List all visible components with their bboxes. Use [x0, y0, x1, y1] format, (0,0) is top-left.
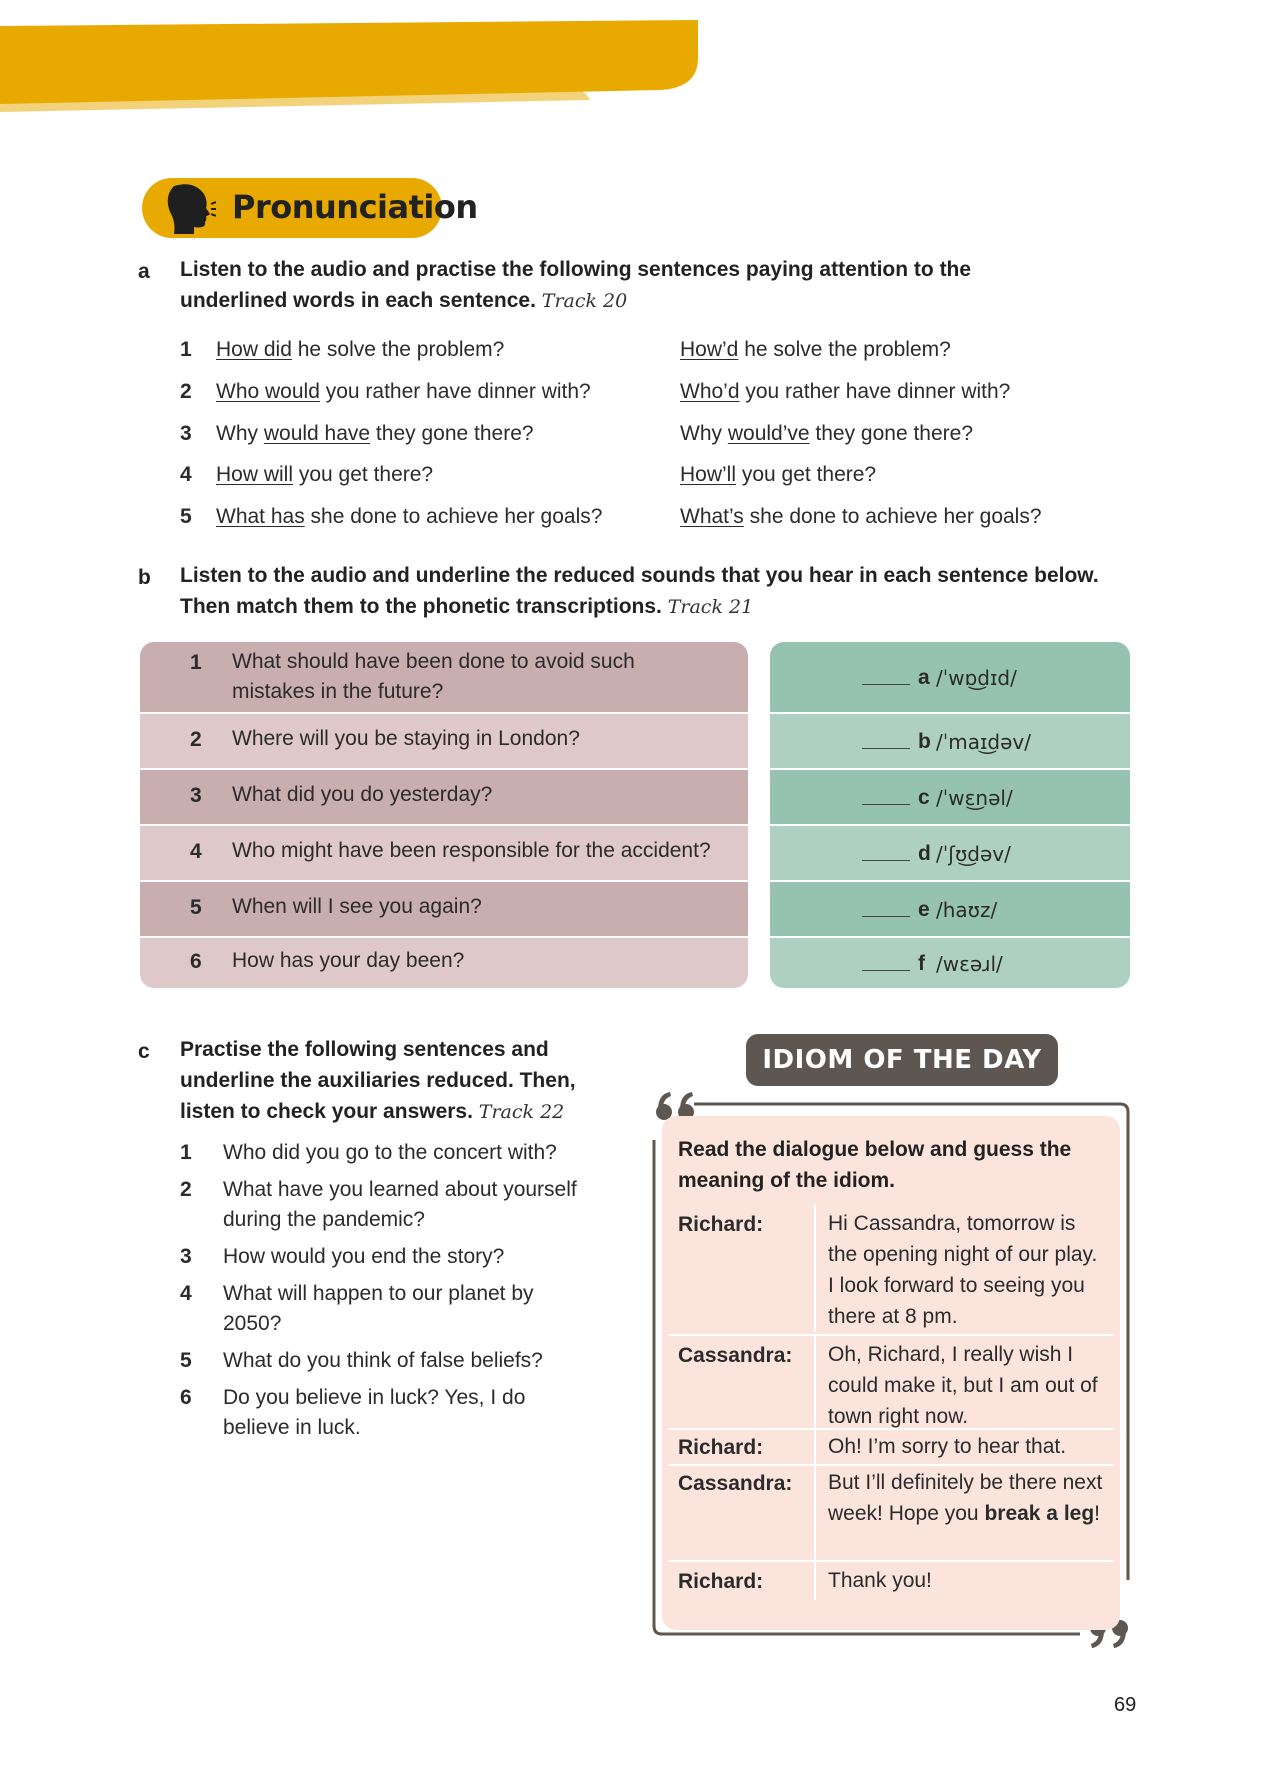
sentence-match-list [140, 642, 748, 988]
idiom-card [662, 1116, 1120, 1630]
item-number: 2 [180, 380, 192, 403]
speaker-name: Cassandra: [678, 1344, 793, 1367]
dialogue-text: Oh, Richard, I really wish I could make it, but I am out of town right now. [828, 1343, 1098, 1428]
right-sentence: How’ll you get there? [680, 463, 877, 486]
dialogue-row [668, 1560, 1114, 1600]
transcription-row: c /ˈwɛ͜nəl/ [770, 770, 1130, 824]
idiom-heading-pill [746, 1034, 1058, 1086]
answer-blank[interactable] [862, 860, 910, 861]
speaker-name: Cassandra: [678, 1472, 793, 1495]
speaker-name: Richard: [678, 1570, 764, 1593]
right-sentence: Who’d you rather have dinner with? [680, 380, 1011, 403]
track-label: Track 22 [478, 1101, 565, 1123]
idiom-heading: IDIOM OF THE DAY [762, 1045, 1042, 1075]
speaking-head-icon [164, 182, 216, 236]
left-sentence: Why would have they gone there? [216, 422, 534, 445]
section-heading-pill [142, 178, 478, 238]
track-label: Track 20 [541, 290, 628, 312]
answer-blank[interactable] [862, 804, 910, 805]
sentence-row: 4 Who might have been responsible for the accident? [140, 826, 748, 880]
sentence-row: 1 What should have been done to avoid such mistakes in the future? [140, 642, 748, 712]
transcription-row: d /ˈʃʊ͜dəv/ [770, 826, 1130, 880]
speaker-name: Richard: [678, 1436, 764, 1459]
answer-blank[interactable] [862, 684, 910, 685]
sentence-row: 5 When will I see you again? [140, 882, 748, 936]
dialogue-text: Thank you! [828, 1569, 932, 1592]
dialogue-row [668, 1428, 1114, 1464]
transcription-match-list [770, 642, 1130, 988]
idiom-phrase: break a leg [984, 1502, 1095, 1525]
exercise-b-instruction: Listen to the audio and underline the reduced sounds that you hear in each sentence below. Then match them to the phonetic transcriptions. Track 21 [180, 564, 1099, 618]
exercise-c-instruction: Practise the following sentences and underline the auxiliaries reduced. Then, listen to check your answers. Track 22 [180, 1038, 576, 1123]
speaker-name: Richard: [678, 1213, 764, 1236]
transcription-row: a /ˈwɒ͜dɪd/ [770, 642, 1130, 712]
right-sentence: Why would’ve they gone there? [680, 422, 974, 445]
track-label: Track 21 [667, 596, 754, 618]
exercise-c-letter: c [138, 1040, 150, 1063]
item-number: 3 [180, 422, 192, 445]
exercise-a-instruction: Listen to the audio and practise the following sentences paying attention to the underlined words in each sentence. Track 20 [180, 258, 972, 312]
dialogue-row [668, 1334, 1114, 1428]
top-banner-decoration [0, 0, 700, 140]
right-sentence: How’d he solve the problem? [680, 338, 951, 361]
dialogue-text: Oh! I’m sorry to hear that. [828, 1435, 1067, 1458]
left-sentence: How will you get there? [216, 463, 434, 486]
sentence-row: 2 Where will you be staying in London? [140, 714, 748, 768]
dialogue-row [668, 1204, 1114, 1332]
dialogue-text: But I’ll definitely be there next week! Hope you break a leg! [828, 1471, 1103, 1525]
page-number: 69 [1114, 1694, 1137, 1716]
dialogue-row [668, 1464, 1114, 1560]
answer-blank[interactable] [862, 970, 910, 971]
left-sentence: What has she done to achieve her goals? [216, 505, 603, 528]
exercise-a-letter: a [138, 260, 150, 283]
left-sentence: Who would you rather have dinner with? [216, 380, 591, 403]
transcription-row: b /ˈmaɪ͜dəv/ [770, 714, 1130, 768]
item-number: 1 [180, 338, 192, 361]
sentence-row: 3 What did you do yesterday? [140, 770, 748, 824]
answer-blank[interactable] [862, 748, 910, 749]
transcription-row: e /haʊz/ [770, 882, 1130, 936]
sentence-row: 6 How has your day been? [140, 938, 748, 988]
left-sentence: How did he solve the problem? [216, 338, 505, 361]
section-title: Pronunciation [232, 188, 478, 226]
exercise-b-letter: b [138, 566, 151, 589]
dialogue-text: Hi Cassandra, tomorrow is the opening night of our play. I look forward to seeing you there at 8 pm. [828, 1212, 1098, 1328]
right-sentence: What’s she done to achieve her goals? [680, 505, 1042, 528]
transcription-row: f /wɛəɹl/ [770, 938, 1130, 988]
answer-blank[interactable] [862, 916, 910, 917]
item-number: 5 [180, 505, 192, 528]
idiom-prompt: Read the dialogue below and guess the meaning of the idiom. [678, 1138, 1072, 1192]
item-number: 4 [180, 463, 192, 486]
